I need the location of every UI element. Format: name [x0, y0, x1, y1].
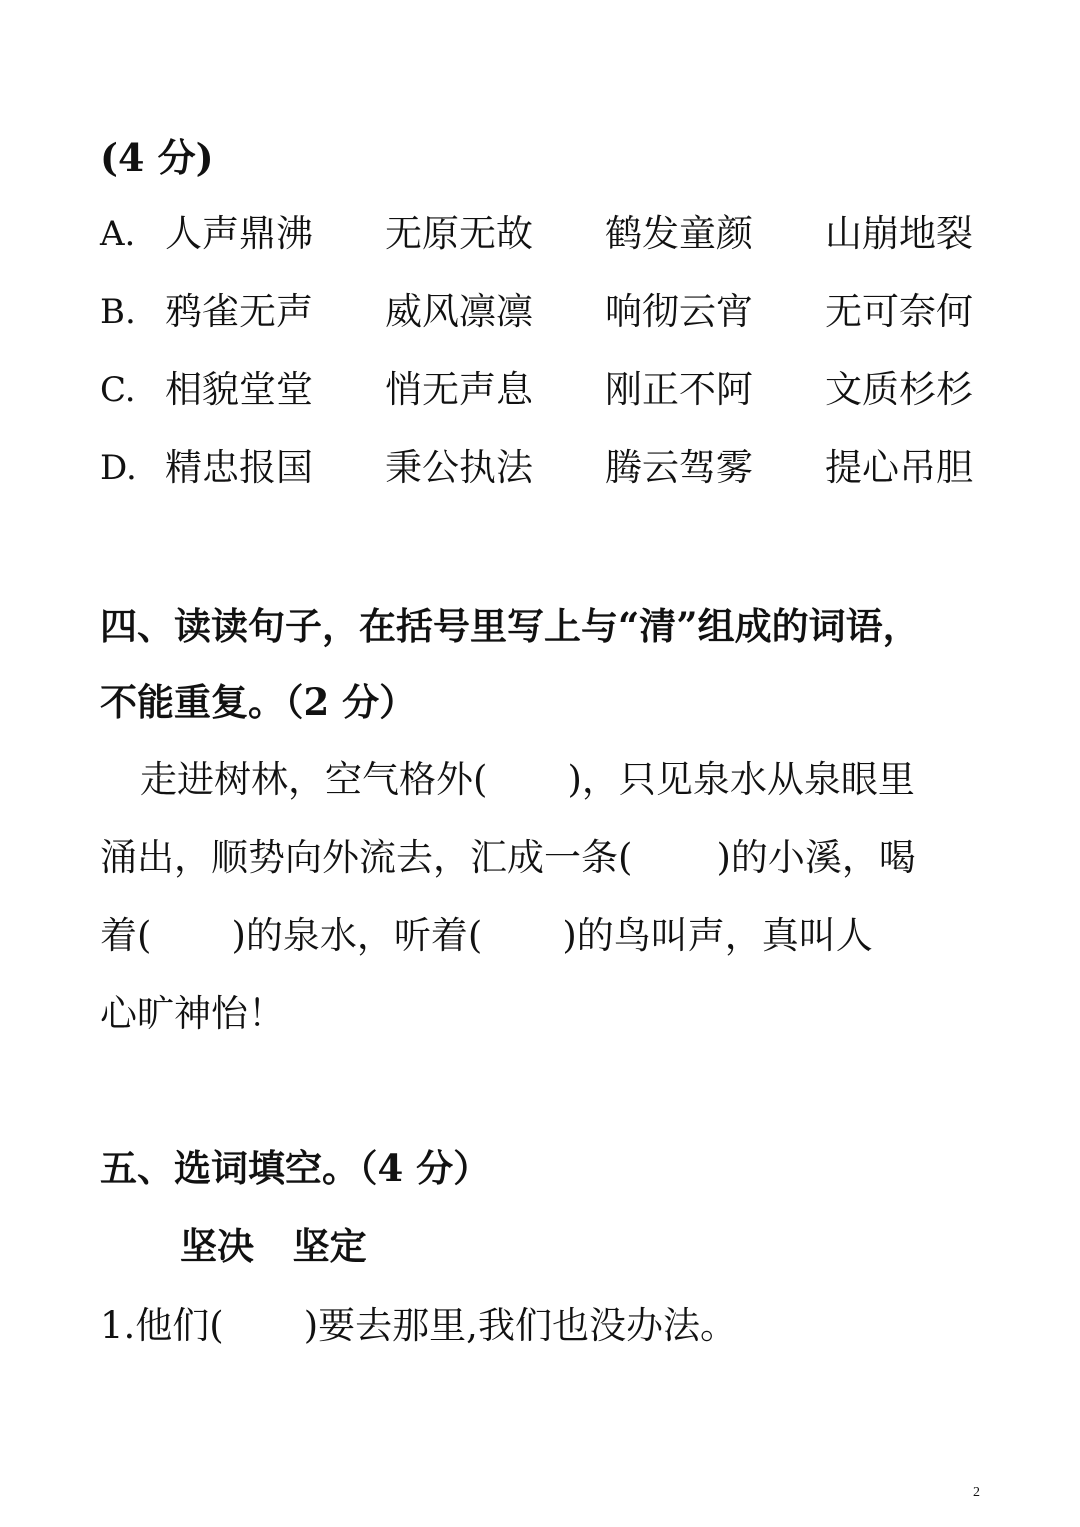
option-word: 相貌堂堂 [165, 368, 313, 411]
passage-text: )的小溪，喝 [716, 836, 916, 879]
item-1 [100, 1300, 737, 1352]
option-word: 刚正不阿 [605, 368, 753, 411]
word-choices: 坚决 坚定 [180, 1224, 367, 1268]
option-word: 腾云驾雾 [605, 446, 753, 489]
passage-text: 走进树林，空气格外( [140, 758, 488, 801]
passage-text: 着( [100, 914, 152, 957]
section-4-heading-line-2: 不能重复。（2 分） [100, 680, 417, 724]
option-word: 精忠报国 [165, 446, 313, 489]
passage-text: )，只见泉水从泉眼里 [567, 758, 915, 801]
section-5-heading: 五、选词填空。（4 分） [100, 1146, 491, 1190]
item-text: )要去那里,我们也没办法。 [303, 1304, 737, 1347]
option-word: 提心吊胆 [825, 446, 973, 489]
option-word: 威风凛凛 [385, 290, 533, 333]
option-letter: A. [100, 214, 136, 254]
item-text: 1.他们( [100, 1304, 224, 1347]
option-letter: C. [100, 370, 136, 410]
option-word: 响彻云宵 [605, 290, 753, 333]
option-word: 山崩地裂 [825, 212, 973, 255]
passage-line-3 [100, 910, 873, 962]
section-4-heading-line-1: 四、读读句子，在括号里写上与“清”组成的词语， [100, 604, 920, 648]
option-word: 文质杉杉 [825, 368, 973, 411]
option-word: 人声鼎沸 [165, 212, 313, 255]
passage-text: 涌出，顺势向外流去，汇成一条( [100, 836, 633, 879]
option-word: 鸦雀无声 [165, 290, 313, 333]
option-letter: D. [100, 448, 137, 488]
option-letter: B. [100, 292, 136, 332]
option-word: 鹤发童颜 [605, 212, 753, 255]
option-word: 无可奈何 [825, 290, 973, 333]
passage-text: )的泉水，听着( [231, 914, 483, 957]
page-number: 2 [973, 1485, 980, 1500]
passage-line-1 [140, 754, 915, 806]
passage-text: )的鸟叫声，真叫人 [562, 914, 873, 957]
option-word: 秉公执法 [385, 446, 533, 489]
passage-line-4: 心旷神怡！ [100, 992, 285, 1035]
option-word: 悄无声息 [385, 368, 533, 411]
option-word: 无原无故 [385, 212, 533, 255]
passage-line-2 [100, 832, 916, 884]
question-score: (4 分) [100, 135, 214, 180]
